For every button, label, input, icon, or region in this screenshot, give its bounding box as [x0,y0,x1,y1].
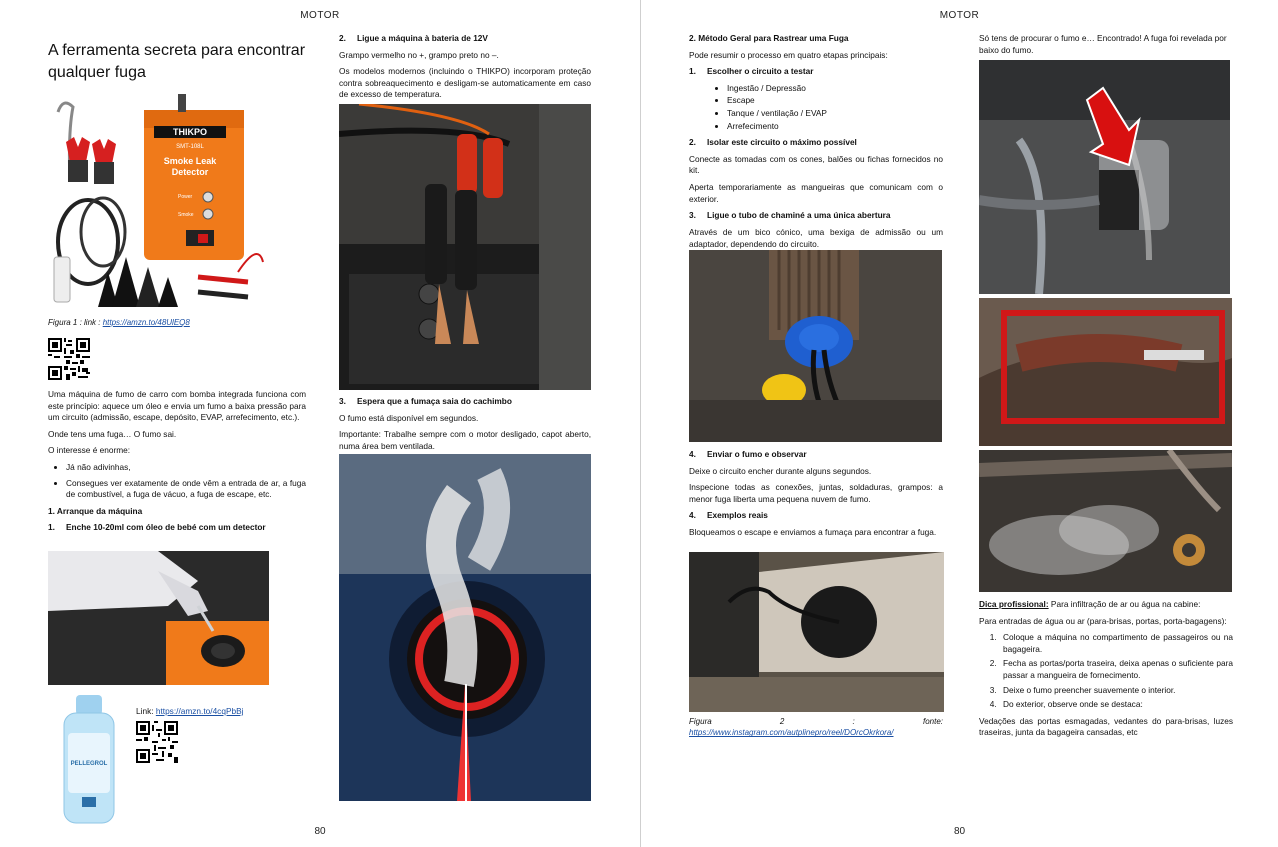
left-column-1 [48,40,306,89]
step-title: Escolher o circuito a testar [707,66,814,77]
engine-arrow-photo [979,60,1230,294]
qr-code-2 [136,721,178,763]
product-label-2: Detector [171,167,209,177]
bottle-label: PELLEGROL [70,761,108,767]
step3-number: 3. [339,396,346,406]
step-number: 4. [689,510,696,521]
list-item: • Escape [727,95,943,107]
step-title: Isolar este circuito o máximo possível [707,137,857,148]
figure1-link[interactable]: https://amzn.to/48UlEQ8 [102,318,190,327]
exhaust-blocked-photo [689,552,944,712]
section-1-title: 1. Arranque da máquina [48,505,143,516]
product-smoke-label: Smoke [178,212,194,218]
product-label-1: Smoke Leak [163,156,217,166]
isolate-paragraph-1: Conecte as tomadas com os cones, balões ou fichas fornecidos no kit. [689,153,943,176]
section-2-intro: Pode resumir o processo em quatro etapas principais: [689,49,888,60]
list-item: • Já não adivinhas, [66,462,306,474]
oil-link-label: Link: [136,706,156,716]
right-intro-paragraph: Só tens de procurar o fumo e… Encontrado! A fuga foi revelada por baixo do fumo. [979,33,1227,55]
list-item: 4. Do exterior, observe onde se destaca: [999,699,1233,711]
tip-final: Vedações das portas esmagadas, vedantes do para-brisas, luzes traseiras, junta da bagageira cansadas, etc [979,715,1233,738]
step2-title: Ligue a máquina à bateria de 12V [357,33,488,43]
page-title: A ferramenta secreta para encontrar qualquer fuga [48,42,306,81]
circuits-list [689,83,943,132]
battery-clamps-photo [339,104,591,390]
list-item: • Consegues ver exatamente de onde vêm a entrada de ar, a fuga de combustível, a fuga de vácuo, a fuga de escape, etc. [66,478,306,501]
baby-oil-bottle-image [58,693,120,825]
step2-paragraph-1: Grampo vermelho no +, grampo preto no –. [339,49,499,60]
step2-paragraph-2: Os modelos modernos (incluindo o THIKPO) incorporam proteção contra sobreaquecimento e desligam-se automaticamente em caso de excesso de temperatura. [339,66,591,100]
right-column-2-intro [979,33,1231,61]
list-item: • Ingestão / Depressão [727,83,943,95]
tip-steps-list [979,632,1233,711]
interest-line: O interesse é enorme: [48,445,131,456]
smoke-machine-product-image [48,92,273,307]
fig2-link[interactable]: https://www.instagram.com/autplinepro/reel/DOrcOkrkora/ [689,728,894,738]
fig2-caption: Figura 2 : fonte: [689,717,943,726]
interest-list [48,462,306,501]
right-column-1 [689,33,943,255]
list-item: 1. Coloque a máquina no compartimento de passageiros ou na bagageira. [999,632,1233,655]
list-item: • Tanque / ventilação / EVAP [727,108,943,120]
step3-paragraph-2: Importante: Trabalhe sempre com o motor desligado, capot aberto, numa área bem ventilada. [339,429,591,451]
right-page [641,0,1278,847]
send-paragraph-2: Inspecione todas as conexões, juntas, soldaduras, grampos: a menor fuga liberta uma pequena nuvem de fumo. [689,482,943,504]
step1-number: 1. [48,522,55,533]
fig2-caption-block [689,716,943,738]
step-number: 1. [689,66,696,77]
figure1-caption: Figura 1 : link : [48,318,103,327]
send-paragraph-1: Deixe o circuito encher durante alguns segundos. [689,465,872,476]
right-column-1-cont [689,449,943,544]
left-column-2 [339,33,591,106]
page-header: MOTOR [300,10,340,21]
product-brand: THIKPO [172,127,208,137]
oil-pour-photo [48,551,269,685]
oil-link[interactable]: https://amzn.to/4cqPbBj [155,706,244,716]
tip-label: Dica profissional: [979,599,1049,609]
tip-text: Para infiltração de ar ou água na cabine: [1048,599,1201,609]
left-column-1-text [48,317,306,333]
red-highlight-photo [979,298,1232,446]
step-number: 4. [689,449,696,459]
step-number: 3. [689,210,696,221]
list-item: 2. Fecha as portas/porta traseira, deixa apenas o suficiente para passar a mangueira de fornecimento. [999,658,1233,681]
product-power-label: Power [178,194,193,200]
examples-paragraph: Bloqueamos o escape e enviamos a fumaça para encontrar a fuga. [689,527,937,538]
product-model: SMT-108L [176,144,204,150]
step3-title: Espera que a fumaça saia do cachimbo [357,396,512,406]
intro-paragraph: Uma máquina de fumo de carro com bomba integrada funciona com este princípio: aquece um óleo e envia um fumo a baixa pressão para um circuito (admissão, escape, depósito, EVAP, arrefecimento, etc.). [48,389,306,423]
right-column-2-tips [979,599,1233,744]
step2-number: 2. [339,33,346,43]
step3-paragraph-1: O fumo está disponível em segundos. [339,412,479,423]
smoke-under-car-photo [979,450,1232,592]
list-item: • Arrefecimento [727,121,943,133]
page-number-left: 80 [314,826,326,837]
intro-line-2: Onde tens uma fuga… O fumo sai. [48,428,177,439]
isolate-paragraph-2: Aperta temporariamente as mangueiras que comunicam com o exterior. [689,182,943,204]
left-column-2-step3 [339,396,591,457]
smoke-pipe-photo [339,454,591,801]
qr-code-1 [48,338,90,380]
page-header: MOTOR [939,10,980,21]
step-title: Enviar o fumo e observar [707,449,807,459]
page-number-right: 80 [953,826,966,837]
step-title: Ligue o tubo de chaminé a uma única abertura [707,210,891,221]
step-title: Exemplos reais [707,510,768,521]
blue-adapter-photo [689,250,942,442]
list-item: 3. Deixe o fumo preencher suavemente o interior. [999,685,1233,697]
step-number: 2. [689,137,696,148]
left-column-1-body [48,389,306,539]
step1-title: Enche 10-20ml com óleo de bebé com um detector [66,522,266,533]
tip-paragraph: Para entradas de água ou ar (para-brisas, portas, porta-bagagens): [979,615,1227,626]
section-2-title: 2. Método Geral para Rastrear uma Fuga [689,33,849,43]
chimney-paragraph: Através de um bico cónico, uma bexiga de admissão ou um adaptador, dependendo do circuito. [689,226,943,249]
